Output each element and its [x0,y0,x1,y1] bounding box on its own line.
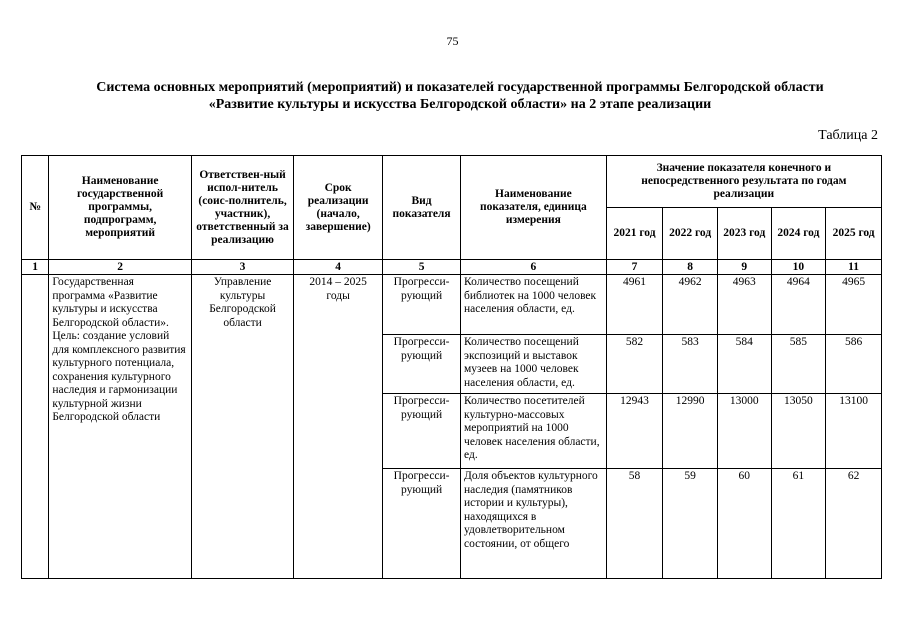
table-row [22,275,882,335]
program-name-cell: Государственная программа «Развитие культуры и искусства Белгородской области». Цель: создание условий для комплексного развития культурного потенциала, сохранения культурного наследия и гармонизации культурной жизни Белгородской области [49,275,192,579]
kind-cell: Прогресси-рующий [383,335,461,394]
header-kind: Вид показателя [383,156,461,260]
value-cell: 585 [771,335,826,394]
column-number: 8 [663,260,718,275]
value-cell: 13050 [771,394,826,469]
page-bottom-margin [0,579,905,640]
value-cell: 4965 [826,275,882,335]
indicator-cell: Количество посещений библиотек на 1000 человек населения области, ед. [461,275,607,335]
column-number: 1 [22,260,49,275]
executor-cell: Управление культуры Белгородской области [191,275,293,579]
header-indicator: Наименование показателя, единица измерения [461,156,607,260]
kind-cell: Прогресси-рующий [383,394,461,469]
value-cell: 61 [771,469,826,579]
indicator-cell: Доля объектов культурного наследия (памятников истории и культуры), находящихся в удовлетворительном состоянии, от общего [461,469,607,579]
column-number: 2 [49,260,192,275]
title-line-1: Система основных мероприятий (мероприятий) и показателей государственной программы Белгородской области [96,80,824,95]
header-year: 2025 год [826,208,882,260]
page-number: 75 [446,34,459,48]
header-year: 2021 год [606,208,663,260]
value-cell: 13000 [717,394,771,469]
column-number: 7 [606,260,663,275]
header-year: 2024 год [771,208,826,260]
row-num-cell [22,275,49,579]
indicators-table [21,155,882,579]
column-number: 9 [717,260,771,275]
header-year: 2023 год [717,208,771,260]
period-cell: 2014 – 2025 годы [294,275,383,579]
header-name: Наименование государственной программы, подпрограмм, мероприятий [49,156,192,260]
column-number: 3 [191,260,293,275]
indicator-cell: Количество посетителей культурно-массовых мероприятий на 1000 человек населения области, ед. [461,394,607,469]
value-cell: 13100 [826,394,882,469]
value-cell: 4963 [717,275,771,335]
value-cell: 60 [717,469,771,579]
column-number: 11 [826,260,882,275]
value-cell: 4964 [771,275,826,335]
value-cell: 583 [663,335,718,394]
value-cell: 62 [826,469,882,579]
indicator-cell: Количество посещений экспозиций и выставок музеев на 1000 человек населения области, ед. [461,335,607,394]
value-cell: 4961 [606,275,663,335]
value-cell: 12990 [663,394,718,469]
document-title [40,79,880,113]
header-values-group: Значение показателя конечного и непосредственного результата по годам реализации [606,156,881,208]
title-line-2: «Развитие культуры и искусства Белгородской области» на 2 этапе реализации [208,97,712,112]
value-cell: 582 [606,335,663,394]
column-number: 6 [461,260,607,275]
header-period: Срок реализации (начало, завершение) [294,156,383,260]
kind-cell: Прогресси-рующий [383,275,461,335]
value-cell: 59 [663,469,718,579]
value-cell: 586 [826,335,882,394]
header-num: № [22,156,49,260]
column-numbers-row [22,260,882,275]
value-cell: 584 [717,335,771,394]
column-number: 10 [771,260,826,275]
header-executor: Ответствен-ный испол-нитель (соис-полнитель, участник), ответственный за реализацию [191,156,293,260]
value-cell: 12943 [606,394,663,469]
value-cell: 4962 [663,275,718,335]
kind-cell: Прогресси-рующий [383,469,461,579]
header-year: 2022 год [663,208,718,260]
table-label: Таблица 2 [818,128,878,143]
column-number: 4 [294,260,383,275]
column-number: 5 [383,260,461,275]
value-cell: 58 [606,469,663,579]
